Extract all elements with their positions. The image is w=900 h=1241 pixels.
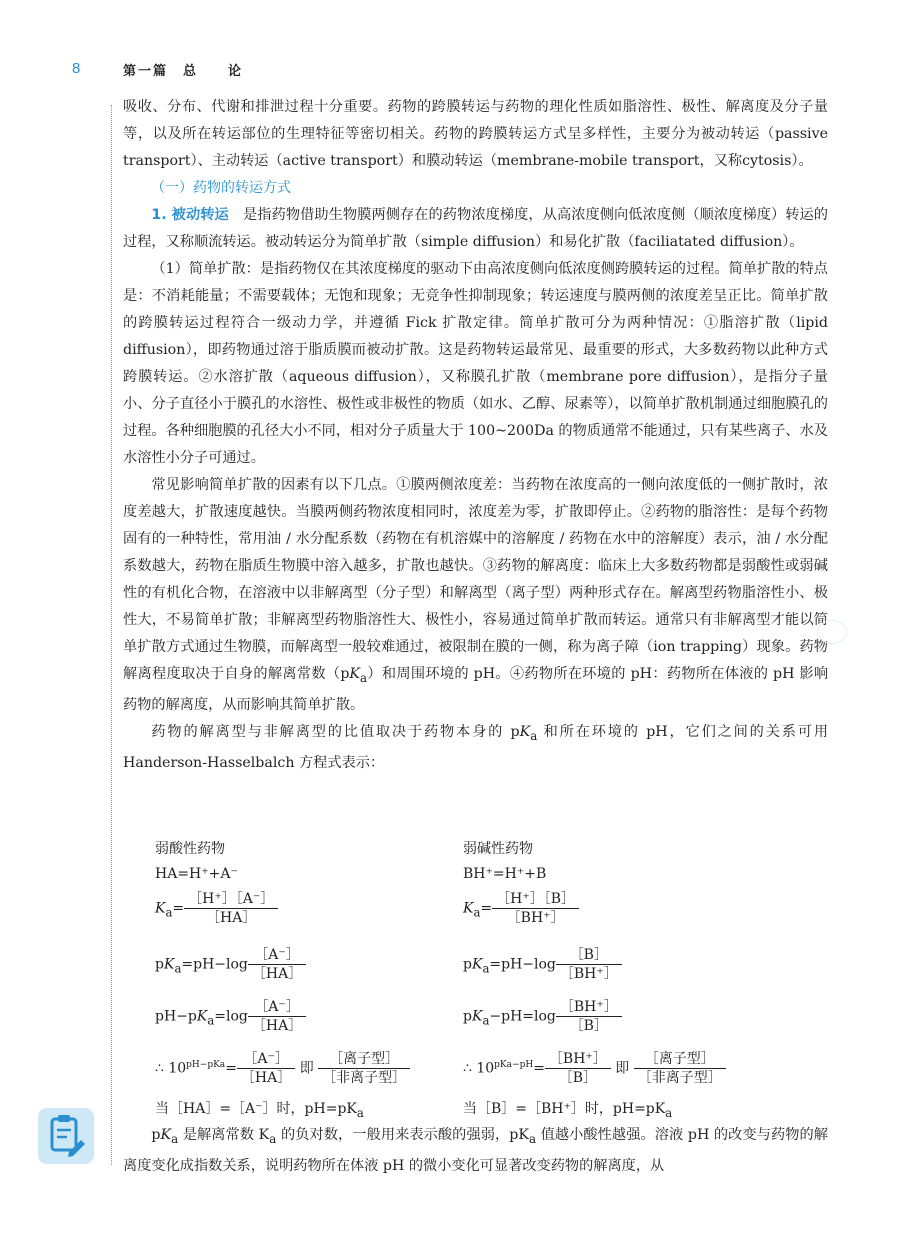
base-title: 弱碱性药物 xyxy=(463,841,533,857)
body-text xyxy=(123,94,828,777)
paragraph-simple-diffusion: （1）简单扩散：是指药物仅在其浓度梯度的驱动下由高浓度侧向低浓度侧跨膜转运的过程。简单扩散的特点是：不消耗能量；不需要载体；无饱和现象；无竞争性抑制现象；转运速度与膜两侧的浓度差呈正比。简单扩散的跨膜转运过程符合一级动力学，并遵循 Fick 扩散定律。简单扩散可分为两种情况：①脂溶扩散（lipid diffusion），即药物通过溶于脂质膜而被动扩散。这是药物转运最常见、最重要的形式，大多数药物以此种方式跨膜转运。②水溶扩散（aqueous diffusion），又称膜孔扩散（membrane pore diffusion），是指分子量小、分子直径小于膜孔的水溶性、极性或非极性的物质（如水、乙醇、尿素等），以简单扩散机制通过细胞膜孔的过程。各种细胞膜的孔径大小不同，相对分子质量大于 100~200Da 的物质通常不能通过，只有某些离子、水及水溶性小分子可通过。 xyxy=(123,261,828,466)
acid-title: 弱酸性药物 xyxy=(155,841,225,857)
acid-eq1: HA=H⁺+A⁻ xyxy=(155,866,238,882)
margin-dotted-line xyxy=(111,105,112,1165)
acid-ka: $K_a=$ $\frac{[H^+][A^-]}{[HA]}$ xyxy=(155,890,278,927)
paragraph-ratio: 药物的解离型与非解离型的比值取决于药物本身的 $pK_a$ 和所在环境的 pH，它们之间的关系可用 Handerson-Hasselbalch 方程式表示： xyxy=(123,723,829,771)
paragraph-factors: 常见影响简单扩散的因素有以下几点。①膜两侧浓度差：当药物在浓度高的一侧向浓度低的一侧扩散时，浓度差越大，扩散速度越快。当膜两侧药物浓度相同时，浓度差为零，扩散即停止。②药物的脂溶性：是每个药物固有的一种特性，常用油 / 水分配系数（药物在有机溶媒中的溶解度 / 药物在水中的溶解度）表示，油 / 水分配系数越大，药物在脂质生物膜中溶入越多，扩散也越快。③药物的解离度：临床上大多数药物都是弱酸性或弱碱性的有机化合物，在溶液中以非解离型（分子型）和解离型（离子型）两种形式存在。解离型药物脂溶性小、极性大，不易简单扩散；非解离型药物脂溶性大、极性小，容易通过简单扩散而转运。通常只有非解离型才能以简单扩散方式通过生物膜，而解离型一般较难通过，被限制在膜的一侧，称为离子障（ion trapping）现象。药物解离程度取决于自身的解离常数$(pK_a)$和周围环境的 pH。④药物所在环境的 pH：药物所在体液的 pH 影响药物的解离度，从而影响其简单扩散。 xyxy=(123,477,829,713)
base-line4: $pK_a-pH=\log$ $\frac{[BH^+]}{[B]}$ xyxy=(463,998,622,1035)
closing-text xyxy=(123,1122,828,1180)
section-heading: （一）药物的转运方式 xyxy=(151,180,291,196)
acid-final: 当［HA］=［A⁻］时，$pH=pK_a$ xyxy=(155,1101,364,1120)
base-final: 当［B］=［BH⁺］时，$pH=pK_a$ xyxy=(463,1101,673,1120)
acid-line4: $pH-pK_a=\log$ $\frac{[A^-]}{[HA]}$ xyxy=(155,998,306,1035)
base-eq1: BH⁺=H⁺+B xyxy=(463,866,547,882)
page-number: 8 xyxy=(72,60,81,77)
paragraph-pka: $pK_a$ 是解离常数 $K_a$ 的负对数，一般用来表示酸的强弱，$pK_a$ 值越小酸性越强。溶液 pH 的改变与药物的解离度变化成指数关系，说明药物所在体液 pH 的微小变化可显著改变药物的解离度，从 xyxy=(123,1127,828,1174)
paragraph-intro: 吸收、分布、代谢和排泄过程十分重要。药物的跨膜转运与药物的理化性质如脂溶性、极性、解离度及分子量等，以及所在转运部位的生理特征等密切相关。药物的跨膜转运方式呈多样性，主要分为被动转运（passive transport）、主动转运（active transport）和膜动转运（membrane-mobile transport，又称cytosis）。 xyxy=(123,99,828,169)
base-line5: ∴ $10^{pKa-pH}=$ $\frac{[BH^+]}{[B]}$ 即 $\frac{\text{［离子型］}}{\text{［非离子型］}}$ xyxy=(463,1050,726,1087)
acid-line3: $pK_a=pH-\log$ $\frac{[A^-]}{[HA]}$ xyxy=(155,946,306,983)
base-ka: $K_a=$ $\frac{[H^+][B]}{[BH^+]}$ xyxy=(463,890,579,927)
notes-icon xyxy=(38,1108,94,1164)
running-header: 第一篇 总 论 xyxy=(123,64,244,79)
subheading-passive: 1. 被动转运 xyxy=(151,207,229,223)
acid-line5: ∴ $10^{pH-pKa}=$ $\frac{[A^-]}{[HA]}$ 即 $\frac{\text{［离子型］}}{\text{［非离子型］}}$ xyxy=(155,1050,410,1087)
margin-mark-icon xyxy=(817,620,847,644)
base-line3: $pK_a=pH-\log$ $\frac{[B]}{[BH^+]}$ xyxy=(463,946,622,983)
paragraph-passive: 1. 被动转运 是指药物借助生物膜两侧存在的药物浓度梯度，从高浓度侧向低浓度侧（顺浓度梯度）转运的过程，又称顺流转运。被动转运分为简单扩散（simple diffusion）和易化扩散（faciliatated diffusion）。 xyxy=(123,207,828,250)
